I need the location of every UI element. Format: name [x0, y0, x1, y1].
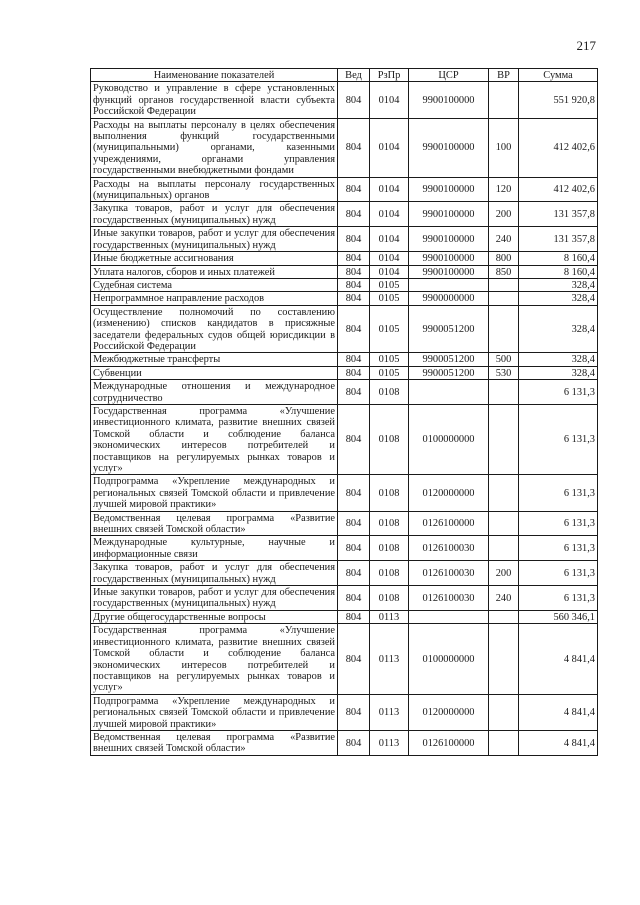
- cell-rzpr: 0105: [370, 292, 409, 305]
- cell-ved: 804: [338, 380, 370, 405]
- cell-name: Подпрограмма «Укрепление международных и региональных связей Томской области и привлечение лучшей мировой практики»: [91, 694, 338, 730]
- cell-vr: 240: [489, 227, 519, 252]
- cell-sum: 328,4: [519, 366, 598, 379]
- cell-sum: 131 357,8: [519, 202, 598, 227]
- cell-csr: 9900000000: [409, 292, 489, 305]
- table-row: [91, 227, 598, 252]
- cell-name: Иные бюджетные ассигнования: [91, 252, 338, 265]
- cell-rzpr: 0104: [370, 177, 409, 202]
- table-row: [91, 536, 598, 561]
- cell-csr: 9900100000: [409, 252, 489, 265]
- cell-ved: 804: [338, 177, 370, 202]
- cell-vr: 240: [489, 586, 519, 611]
- table-row: [91, 586, 598, 611]
- table-row: [91, 561, 598, 586]
- cell-rzpr: 0113: [370, 624, 409, 694]
- cell-csr: 0100000000: [409, 624, 489, 694]
- cell-rzpr: 0104: [370, 202, 409, 227]
- cell-ved: 804: [338, 511, 370, 536]
- cell-sum: 6 131,3: [519, 380, 598, 405]
- cell-vr: [489, 624, 519, 694]
- cell-rzpr: 0105: [370, 278, 409, 291]
- table-row: [91, 202, 598, 227]
- cell-name: Ведомственная целевая программа «Развитие внешних связей Томской области»: [91, 730, 338, 755]
- cell-rzpr: 0105: [370, 305, 409, 353]
- cell-vr: 120: [489, 177, 519, 202]
- cell-rzpr: 0108: [370, 536, 409, 561]
- cell-ved: 804: [338, 292, 370, 305]
- cell-csr: 0126100000: [409, 511, 489, 536]
- cell-vr: [489, 404, 519, 474]
- cell-name: Осуществление полномочий по составлению (изменению) списков кандидатов в присяжные заседатели федеральных судов общей юрисдикции в Российской Федерации: [91, 305, 338, 353]
- cell-ved: 804: [338, 118, 370, 177]
- cell-sum: 6 131,3: [519, 586, 598, 611]
- cell-ved: 804: [338, 252, 370, 265]
- cell-ved: 804: [338, 202, 370, 227]
- cell-name: Судебная система: [91, 278, 338, 291]
- cell-csr: 9900051200: [409, 305, 489, 353]
- cell-name: Закупка товаров, работ и услуг для обеспечения государственных (муниципальных) нужд: [91, 202, 338, 227]
- table-row: [91, 730, 598, 755]
- cell-name: Расходы на выплаты персоналу государственных (муниципальных) органов: [91, 177, 338, 202]
- table-row: [91, 118, 598, 177]
- table-row: [91, 82, 598, 118]
- cell-rzpr: 0108: [370, 475, 409, 511]
- cell-vr: [489, 82, 519, 118]
- cell-sum: 328,4: [519, 353, 598, 366]
- table-row: [91, 292, 598, 305]
- cell-vr: [489, 278, 519, 291]
- cell-vr: 200: [489, 202, 519, 227]
- column-header-ved: Вед: [338, 69, 370, 82]
- cell-sum: 412 402,6: [519, 177, 598, 202]
- table-row: [91, 278, 598, 291]
- cell-rzpr: 0113: [370, 694, 409, 730]
- cell-csr: [409, 380, 489, 405]
- cell-vr: 200: [489, 561, 519, 586]
- cell-sum: 328,4: [519, 278, 598, 291]
- cell-csr: 0120000000: [409, 694, 489, 730]
- cell-sum: 328,4: [519, 305, 598, 353]
- cell-name: Другие общегосударственные вопросы: [91, 610, 338, 623]
- cell-vr: [489, 475, 519, 511]
- cell-vr: 500: [489, 353, 519, 366]
- column-header-name: Наименование показателей: [91, 69, 338, 82]
- column-header-csr: ЦСР: [409, 69, 489, 82]
- table-row: [91, 177, 598, 202]
- cell-csr: 0126100030: [409, 536, 489, 561]
- budget-table: [90, 68, 598, 756]
- cell-ved: 804: [338, 475, 370, 511]
- cell-rzpr: 0108: [370, 380, 409, 405]
- table-row: [91, 511, 598, 536]
- cell-vr: 800: [489, 252, 519, 265]
- cell-ved: 804: [338, 353, 370, 366]
- cell-rzpr: 0105: [370, 366, 409, 379]
- cell-sum: 328,4: [519, 292, 598, 305]
- cell-sum: 131 357,8: [519, 227, 598, 252]
- cell-csr: 9900100000: [409, 227, 489, 252]
- cell-sum: 8 160,4: [519, 265, 598, 278]
- table-row: [91, 404, 598, 474]
- cell-rzpr: 0108: [370, 511, 409, 536]
- cell-name: Иные закупки товаров, работ и услуг для обеспечения государственных (муниципальных) нужд: [91, 586, 338, 611]
- cell-name: Субвенции: [91, 366, 338, 379]
- cell-rzpr: 0104: [370, 118, 409, 177]
- cell-ved: 804: [338, 730, 370, 755]
- cell-csr: 9900051200: [409, 353, 489, 366]
- cell-rzpr: 0104: [370, 252, 409, 265]
- cell-name: Межбюджетные трансферты: [91, 353, 338, 366]
- cell-sum: 560 346,1: [519, 610, 598, 623]
- cell-name: Государственная программа «Улучшение инвестиционного климата, развитие внешних связей Томской области и соблюдение баланса экономических интересов потребителей и поставщиков на регулируемых рынках товаров и услуг»: [91, 404, 338, 474]
- cell-vr: 100: [489, 118, 519, 177]
- cell-ved: 804: [338, 305, 370, 353]
- table-row: [91, 366, 598, 379]
- cell-ved: 804: [338, 265, 370, 278]
- page-number: 217: [576, 38, 596, 53]
- cell-vr: [489, 292, 519, 305]
- cell-csr: 9900100000: [409, 118, 489, 177]
- cell-ved: 804: [338, 366, 370, 379]
- cell-name: Закупка товаров, работ и услуг для обеспечения государственных (муниципальных) нужд: [91, 561, 338, 586]
- column-header-vr: ВР: [489, 69, 519, 82]
- cell-sum: 8 160,4: [519, 252, 598, 265]
- cell-name: Подпрограмма «Укрепление международных и региональных связей Томской области и привлечение лучшей мировой практики»: [91, 475, 338, 511]
- table-row: [91, 624, 598, 694]
- table-header-row: [91, 69, 598, 82]
- cell-ved: 804: [338, 82, 370, 118]
- table-row: [91, 265, 598, 278]
- column-header-rzpr: РзПр: [370, 69, 409, 82]
- cell-csr: 9900100000: [409, 82, 489, 118]
- cell-name: Ведомственная целевая программа «Развитие внешних связей Томской области»: [91, 511, 338, 536]
- table-row: [91, 305, 598, 353]
- cell-name: Иные закупки товаров, работ и услуг для обеспечения государственных (муниципальных) нужд: [91, 227, 338, 252]
- cell-name: Международные отношения и международное сотрудничество: [91, 380, 338, 405]
- cell-ved: 804: [338, 536, 370, 561]
- cell-rzpr: 0104: [370, 82, 409, 118]
- cell-csr: 0120000000: [409, 475, 489, 511]
- cell-sum: 6 131,3: [519, 561, 598, 586]
- cell-rzpr: 0113: [370, 730, 409, 755]
- cell-ved: 804: [338, 278, 370, 291]
- column-header-sum: Сумма: [519, 69, 598, 82]
- cell-ved: 804: [338, 624, 370, 694]
- cell-vr: 850: [489, 265, 519, 278]
- cell-ved: 804: [338, 404, 370, 474]
- cell-ved: 804: [338, 586, 370, 611]
- cell-rzpr: 0104: [370, 227, 409, 252]
- cell-name: Непрограммное направление расходов: [91, 292, 338, 305]
- cell-csr: 9900100000: [409, 265, 489, 278]
- cell-rzpr: 0113: [370, 610, 409, 623]
- cell-ved: 804: [338, 561, 370, 586]
- cell-vr: [489, 536, 519, 561]
- table-row: [91, 353, 598, 366]
- cell-vr: [489, 694, 519, 730]
- cell-sum: 6 131,3: [519, 475, 598, 511]
- cell-csr: [409, 278, 489, 291]
- cell-vr: [489, 730, 519, 755]
- cell-csr: 0126100030: [409, 561, 489, 586]
- cell-name: Международные культурные, научные и информационные связи: [91, 536, 338, 561]
- cell-vr: [489, 380, 519, 405]
- table-row: [91, 610, 598, 623]
- cell-ved: 804: [338, 227, 370, 252]
- cell-ved: 804: [338, 694, 370, 730]
- cell-sum: 6 131,3: [519, 404, 598, 474]
- cell-sum: 4 841,4: [519, 694, 598, 730]
- cell-sum: 6 131,3: [519, 511, 598, 536]
- table-row: [91, 252, 598, 265]
- cell-csr: 9900100000: [409, 177, 489, 202]
- table-row: [91, 380, 598, 405]
- cell-vr: [489, 610, 519, 623]
- cell-rzpr: 0108: [370, 561, 409, 586]
- table-body: [91, 82, 598, 755]
- cell-csr: 0100000000: [409, 404, 489, 474]
- cell-vr: 530: [489, 366, 519, 379]
- table-row: [91, 475, 598, 511]
- cell-rzpr: 0108: [370, 586, 409, 611]
- cell-csr: 0126100000: [409, 730, 489, 755]
- cell-sum: 551 920,8: [519, 82, 598, 118]
- cell-csr: 0126100030: [409, 586, 489, 611]
- cell-name: Государственная программа «Улучшение инвестиционного климата, развитие внешних связей Томской области и соблюдение баланса экономических интересов потребителей и поставщиков на регулируемых рынках товаров и услуг»: [91, 624, 338, 694]
- cell-vr: [489, 305, 519, 353]
- cell-rzpr: 0108: [370, 404, 409, 474]
- cell-sum: 6 131,3: [519, 536, 598, 561]
- cell-csr: 9900051200: [409, 366, 489, 379]
- cell-ved: 804: [338, 610, 370, 623]
- cell-csr: [409, 610, 489, 623]
- cell-rzpr: 0105: [370, 353, 409, 366]
- cell-vr: [489, 511, 519, 536]
- table-row: [91, 694, 598, 730]
- cell-name: Расходы на выплаты персоналу в целях обеспечения выполнения функций государственными (муниципальными) органами, казенными учреждениями, органами управления государственными внебюджетными фондами: [91, 118, 338, 177]
- cell-name: Руководство и управление в сфере установленных функций органов государственной власти субъекта Российской Федерации: [91, 82, 338, 118]
- cell-sum: 412 402,6: [519, 118, 598, 177]
- cell-sum: 4 841,4: [519, 730, 598, 755]
- cell-rzpr: 0104: [370, 265, 409, 278]
- cell-sum: 4 841,4: [519, 624, 598, 694]
- cell-csr: 9900100000: [409, 202, 489, 227]
- cell-name: Уплата налогов, сборов и иных платежей: [91, 265, 338, 278]
